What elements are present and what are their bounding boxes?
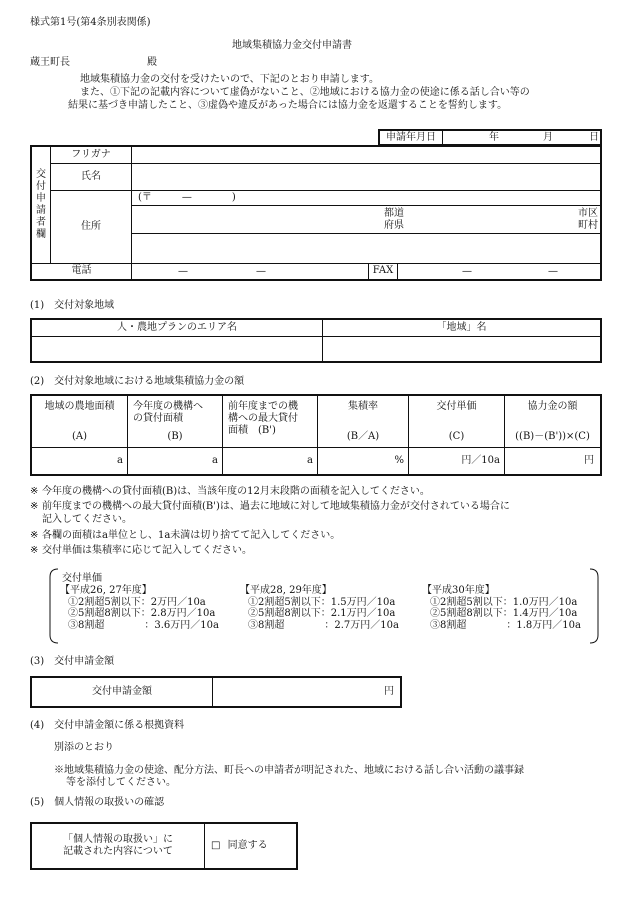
section-label-char: 付 xyxy=(36,180,46,192)
addressee: 蔵王町長 xyxy=(30,57,70,68)
unit-label: a xyxy=(307,454,313,466)
section-3-heading: (3) 交付申請金額 xyxy=(30,656,115,667)
rate-item: ②5割超8割以下：2.1万円／10a xyxy=(248,608,396,619)
application-amount-table xyxy=(30,676,402,708)
header-unit-price xyxy=(409,395,505,447)
month-label: 月 xyxy=(543,132,553,143)
note-line: 記入してください。 xyxy=(42,514,132,525)
note-mark: ※ xyxy=(30,501,39,512)
year-label: 年 xyxy=(489,132,499,143)
rate-item: ①2割超5割以下：2万円／10a xyxy=(68,596,206,608)
day-label: 日 xyxy=(589,132,599,143)
section-label-char: 申 xyxy=(36,192,46,204)
rates-period-label: 【平成28, 29年度】 xyxy=(240,585,332,596)
form-number: 様式第1号(第4条別表関係) xyxy=(30,17,151,28)
header-text: 集積率 xyxy=(348,401,378,412)
note-item xyxy=(30,544,605,557)
pref-label-1: 都道 xyxy=(384,207,404,219)
subsidy-header-row xyxy=(31,395,601,447)
honorific: 殿 xyxy=(147,57,157,68)
rate-item: ③8割超 ：1.8万円／10a xyxy=(430,619,581,631)
section-4-heading: (4) 交付申請金額に係る根拠資料 xyxy=(30,720,185,731)
section-label-char: 交 xyxy=(36,168,46,180)
header-text: 協力金の額 xyxy=(527,401,578,412)
consolidation-rate-field[interactable] xyxy=(318,447,409,475)
rate-item: ③8割超 ：2.7万円／10a xyxy=(248,619,399,631)
header-text: 構への最大貸付 xyxy=(228,413,298,424)
note-text: 各欄の面積はa単位とし、1a未満は切り捨てて記入してください。 xyxy=(42,530,341,541)
consent-label: 同意する xyxy=(227,840,268,851)
privacy-consent-cell xyxy=(205,823,298,869)
phone-label: 電話 xyxy=(31,263,132,280)
date-field[interactable] xyxy=(443,130,602,145)
section-label-char: 請 xyxy=(36,204,46,216)
section-4-note-line-2: 等を添付してください。 xyxy=(66,777,176,788)
furigana-field[interactable] xyxy=(132,146,602,163)
fax-label: FAX xyxy=(369,263,398,280)
note-line: 前年度までの機構への最大貸付面積(B')は、過去に地域に対して地域集積協力金が交付されている場合に xyxy=(42,501,510,512)
attached-materials: 別添のとおり xyxy=(54,742,114,753)
header-code: (A) xyxy=(71,431,88,442)
application-amount-field[interactable] xyxy=(213,677,402,707)
unit-label: a xyxy=(212,454,218,466)
section-label-char: 者 xyxy=(36,216,46,228)
rates-period-3 xyxy=(422,585,581,631)
fax-dash-1: — xyxy=(462,265,472,277)
note-item xyxy=(30,529,605,542)
name-field[interactable] xyxy=(132,163,602,190)
header-text: 地域の農地面積 xyxy=(44,401,115,412)
rate-item: ③8割超 ：3.6万円／10a xyxy=(68,619,219,631)
unit-price-rates-box xyxy=(48,567,600,645)
section-2-notes xyxy=(30,485,605,557)
rates-period-label: 【平成30年度】 xyxy=(422,585,495,596)
section-5-heading: (5) 個人情報の取扱いの確認 xyxy=(30,797,165,808)
city-label-1: 市区 xyxy=(578,207,598,219)
header-text: 交付単価 xyxy=(436,401,477,412)
header-subsidy-amount xyxy=(505,395,602,447)
postal-field[interactable] xyxy=(132,190,602,205)
region-name-header: 「地域」名 xyxy=(323,319,602,336)
city-label-2: 町村 xyxy=(578,219,598,231)
privacy-consent-table xyxy=(30,822,298,870)
farmland-area-field[interactable] xyxy=(31,447,128,475)
header-text: 前年度までの機 xyxy=(228,401,298,412)
fax-dash-2: — xyxy=(548,265,558,277)
unit-label: 円 xyxy=(584,454,594,466)
header-consolidation-rate xyxy=(318,395,409,447)
rates-title: 交付単価 xyxy=(62,573,102,584)
header-code: ((B)－(B'))×(C) xyxy=(515,431,590,442)
target-area-table xyxy=(30,318,602,363)
header-code: (C) xyxy=(448,431,465,442)
privacy-label-cell xyxy=(31,823,205,869)
section-label-char: 欄 xyxy=(36,228,46,240)
date-label: 申請年月日 xyxy=(379,130,443,145)
privacy-label-line-2: 記載された内容について xyxy=(63,846,173,857)
note-text: 今年度の機構への貸付面積(B)は、当該年度の12月末段階の面積を記入してください。 xyxy=(42,486,430,497)
area-name-field[interactable] xyxy=(31,336,323,362)
phone-dash-1: — xyxy=(178,265,188,277)
subsidy-amount-table xyxy=(30,394,602,476)
subsidy-input-row xyxy=(31,447,601,475)
section-1-heading: (1) 交付対象地域 xyxy=(30,300,115,311)
note-mark: ※ xyxy=(30,530,39,541)
address-field[interactable] xyxy=(132,205,602,233)
application-date-table xyxy=(378,129,602,146)
pref-label-2: 府県 xyxy=(384,219,404,231)
note-mark: ※ xyxy=(30,486,39,497)
rates-period-1 xyxy=(60,585,219,631)
postal-label: (〒 — ) xyxy=(138,191,236,203)
header-farmland-area xyxy=(31,395,128,447)
current-lease-field[interactable] xyxy=(128,447,223,475)
rate-item: ②5割超8割以下：2.8万円／10a xyxy=(68,608,216,619)
address-extra-field[interactable] xyxy=(132,233,602,263)
note-mark: ※ xyxy=(30,545,39,556)
header-text: 今年度の機構へ xyxy=(133,401,203,412)
section-4-note-line-1: ※地域集積協力金の使途、配分方法、町長への申請者が明記された、地域における話し合い活動の議事録 xyxy=(54,765,524,776)
header-code: 面積 (B') xyxy=(228,425,276,436)
intro-line-1: 地域集積協力金の交付を受けたいので、下記のとおり申請します。 xyxy=(80,74,379,85)
phone-field[interactable] xyxy=(132,263,369,280)
furigana-label: フリガナ xyxy=(51,146,132,163)
subsidy-amount-field[interactable] xyxy=(505,447,602,475)
application-amount-label: 交付申請金額 xyxy=(31,677,213,707)
header-code: (B) xyxy=(167,431,183,442)
address-label: 住所 xyxy=(51,190,132,263)
privacy-label-line-1: 「個人情報の取扱い」に xyxy=(63,834,173,845)
header-current-lease xyxy=(128,395,223,447)
intro-line-3: 結果に基づき申請したこと、③虚偽や違反があった場合には協力金を返還することを誓約します。 xyxy=(68,100,508,111)
phone-dash-2: — xyxy=(256,265,266,277)
unit-label: % xyxy=(394,454,404,466)
rates-period-label: 【平成26, 27年度】 xyxy=(60,585,152,596)
rates-period-2 xyxy=(240,585,399,631)
area-name-header: 人・農地プランのエリア名 xyxy=(31,319,323,336)
name-label: 氏名 xyxy=(51,163,132,190)
applicant-section-label xyxy=(31,146,51,263)
header-text: の貸付面積 xyxy=(133,413,183,424)
fax-field[interactable] xyxy=(398,263,602,280)
intro-line-2: また、①下記の記載内容について虚偽がないこと、②地域における協力金の使途に係る話し合い等の xyxy=(80,87,530,98)
unit-label: a xyxy=(117,454,123,466)
section-2-heading: (2) 交付対象地域における地域集積協力金の額 xyxy=(30,376,245,387)
document-title: 地域集積協力金交付申請書 xyxy=(232,40,352,51)
rate-item: ①2割超5割以下：1.0万円／10a xyxy=(430,596,578,608)
unit-label: 円／10a xyxy=(461,454,500,466)
note-item xyxy=(30,485,605,498)
note-text: 交付単価は集積率に応じて記入してください。 xyxy=(42,545,252,556)
max-lease-field[interactable] xyxy=(223,447,318,475)
header-code: (B／A) xyxy=(346,431,380,442)
region-name-field[interactable] xyxy=(323,336,602,362)
applicant-table xyxy=(30,145,602,281)
note-item xyxy=(30,500,605,526)
yen-unit: 円 xyxy=(384,686,394,697)
consent-checkbox[interactable]: □ xyxy=(211,840,221,851)
unit-price-field[interactable] xyxy=(409,447,505,475)
rate-item: ①2割超5割以下：1.5万円／10a xyxy=(248,596,396,608)
header-max-lease xyxy=(223,395,318,447)
note-text xyxy=(42,500,510,526)
rate-item: ②5割超8割以下：1.4万円／10a xyxy=(430,608,578,619)
